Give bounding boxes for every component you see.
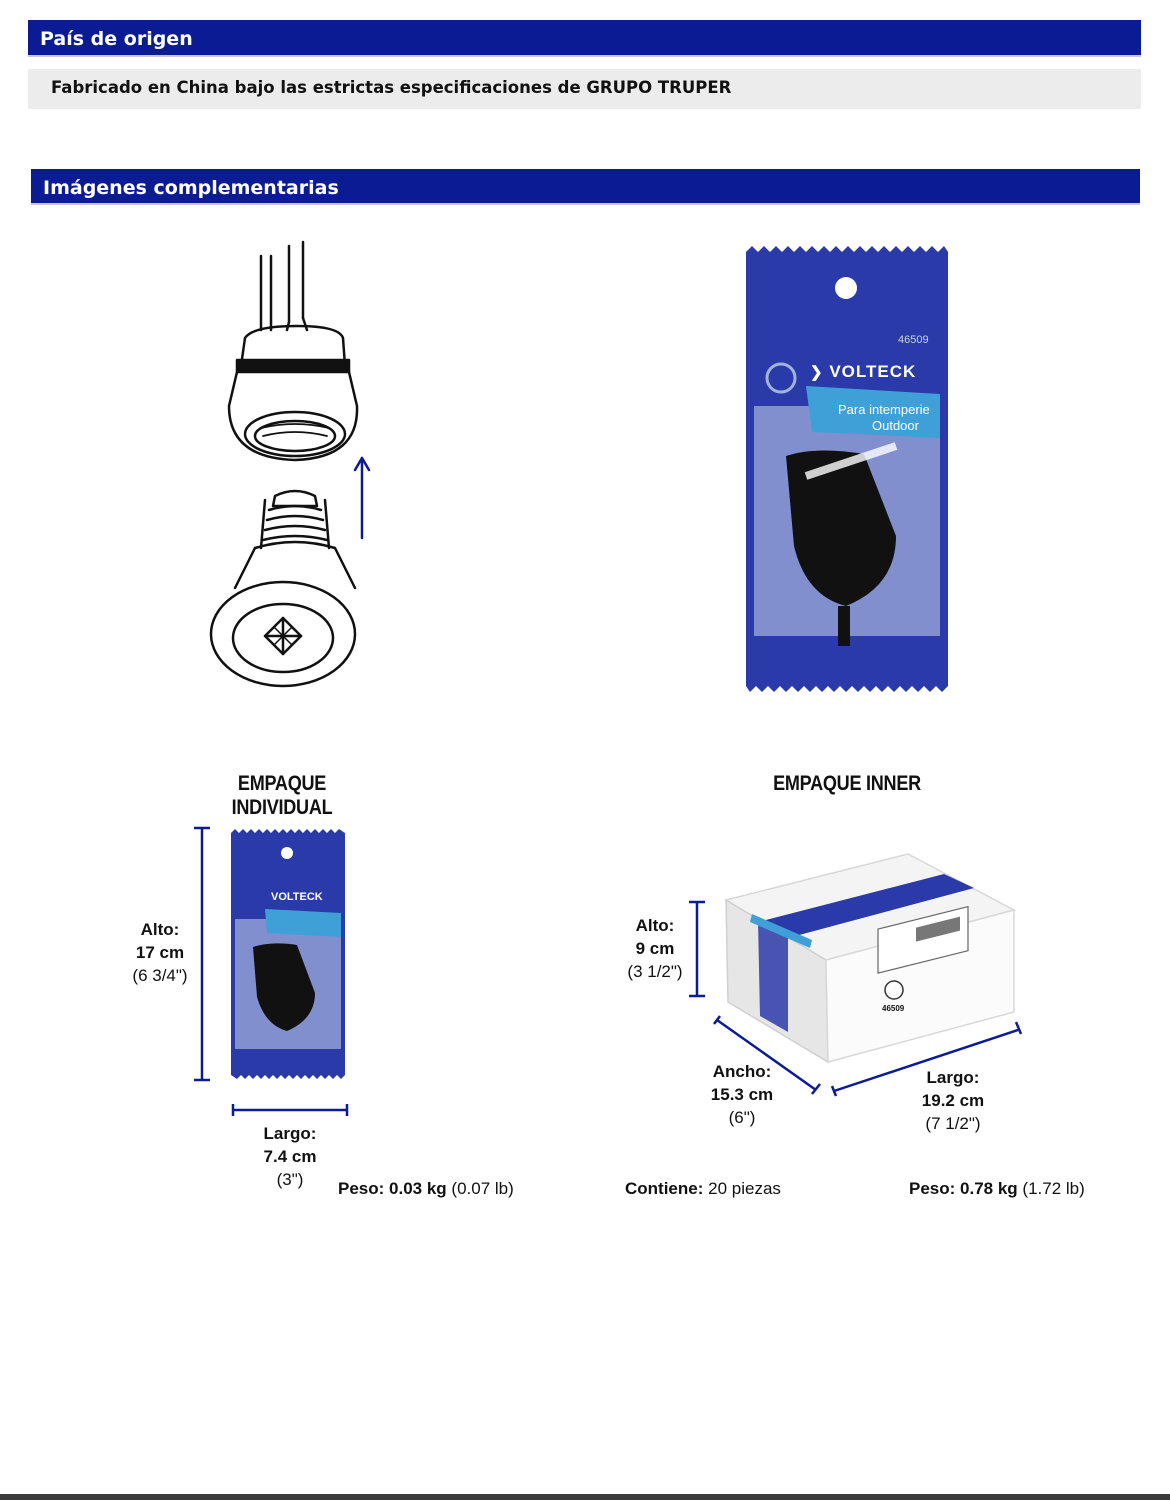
package-brand	[810, 362, 916, 382]
individual-largo-label: Largo:	[263, 1124, 317, 1143]
individual-peso-imperial: (0.07 lb)	[451, 1179, 514, 1198]
individual-alto-imperial: (6 3/4")	[132, 966, 188, 985]
individual-largo-label-group	[250, 1122, 330, 1191]
inner-ancho-imperial: (6")	[728, 1108, 756, 1127]
package-brand-text: VOLTECK	[829, 362, 917, 381]
individual-weight	[338, 1179, 514, 1199]
package-code: 46509	[898, 334, 929, 346]
inner-box-code: 46509	[882, 1004, 905, 1013]
individual-package-brand-text: VOLTECK	[271, 891, 323, 903]
inner-ancho-label: Ancho:	[712, 1062, 772, 1081]
inner-ancho-value: 15.3 cm	[710, 1085, 774, 1104]
individual-alto-value: 17 cm	[135, 943, 185, 962]
package-photo-large	[746, 246, 948, 692]
inner-peso-value: 0.78 kg	[960, 1179, 1018, 1198]
origin-text-box	[28, 69, 1141, 109]
inner-largo-label-group	[915, 1066, 991, 1135]
inner-largo-value: 19.2 cm	[921, 1091, 985, 1110]
individual-largo-value: 7.4 cm	[263, 1147, 317, 1166]
individual-alto-label-group	[125, 918, 195, 987]
inner-peso-imperial: (1.72 lb)	[1022, 1179, 1085, 1198]
inner-alto-label-group	[620, 914, 690, 983]
origin-heading-text: País de origen	[40, 28, 193, 50]
section-heading-origin	[28, 20, 1141, 57]
inner-largo-label: Largo:	[926, 1068, 980, 1087]
package-photo-individual	[231, 829, 345, 1079]
inner-title: EMPAQUE INNER	[773, 772, 921, 795]
origin-text: Fabricado en China bajo las estrictas especificaciones de GRUPO TRUPER	[51, 78, 732, 97]
inner-contents	[625, 1179, 781, 1199]
inner-alto-label: Alto:	[635, 916, 675, 935]
section-heading-images	[31, 169, 1140, 205]
package-line2: Outdoor	[872, 418, 919, 433]
inner-contiene-label: Contiene:	[625, 1179, 704, 1198]
images-heading-text: Imágenes complementarias	[43, 177, 339, 199]
individual-length-dimension-line	[231, 1102, 349, 1118]
installation-illustration	[205, 238, 385, 698]
inner-ancho-label-group	[705, 1060, 779, 1129]
individual-alto-label: Alto:	[140, 920, 180, 939]
inner-alto-value: 9 cm	[635, 939, 675, 958]
package-line1: Para intemperie	[838, 402, 930, 417]
inner-peso-label: Peso:	[909, 1179, 956, 1198]
volteck-logo-icon: ❯	[810, 364, 824, 381]
individual-largo-imperial: (3")	[276, 1170, 304, 1189]
inner-largo-imperial: (7 1/2")	[925, 1114, 981, 1133]
individual-title: EMPAQUE INDIVIDUAL	[231, 772, 333, 819]
individual-peso-label: Peso:	[338, 1179, 385, 1198]
individual-peso-value: 0.03 kg	[389, 1179, 447, 1198]
inner-alto-imperial: (3 1/2")	[627, 962, 683, 981]
inner-weight	[909, 1179, 1085, 1199]
inner-contiene-value: 20 piezas	[708, 1179, 781, 1198]
page-bottom-divider	[0, 1494, 1170, 1500]
